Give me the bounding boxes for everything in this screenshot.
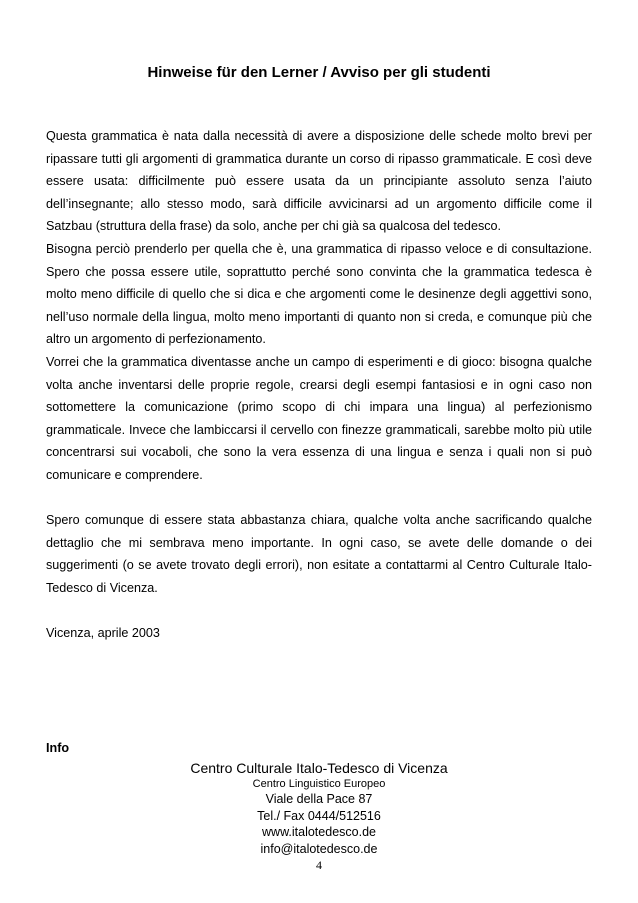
paragraph-experiments: Vorrei che la grammatica diventasse anche un campo di esperimenti e di gioco: bisogna qualche volta anche inventarsi delle proprie regole, crearsi degli esempi fantasiosi e in ogni caso non sottomettere la comunicazione (primo scopo di chi impara una lingua) al perfezionismo grammaticale. Invece che lambiccarsi il cervello con finezze grammaticali, sarebbe molto più utile concentrarsi sui vocaboli, che sono la vera essenza di una lingua e senza i quali non si può comunicare e comprendere. bbox=[46, 354, 592, 482]
paragraph-spacer bbox=[46, 599, 592, 622]
paragraph-spacer bbox=[46, 487, 592, 510]
paragraph-usage: Bisogna perciò prenderlo per quella che è, una grammatica di ripasso veloce e di consultazione. Spero che possa essere utile, soprattutto perché sono convinta che la grammatica tedesca è molto meno difficile di quello che si dica e che argomenti come le desinenze degli aggettivi sono, nell’uso normale della lingua, molto meno importanti di quanto non si creda, e comunque più che altro un argomento di perfezionamento. bbox=[46, 241, 592, 347]
page-number: 4 bbox=[316, 858, 322, 872]
page-title: Hinweise für den Lerner / Avviso per gli studenti bbox=[147, 64, 491, 81]
body-text bbox=[46, 125, 592, 645]
paragraph-contact: Spero comunque di essere stata abbastanza chiara, qualche volta anche sacrificando qualche dettaglio che mi sembrava meno importante. In ogni caso, se avete delle domande o dei suggerimenti (o se avete trovato degli errori), non esitate a contattarmi al Centro Culturale Italo-Tedesco di Vicenza. bbox=[46, 513, 592, 595]
organization-name: Centro Culturale Italo-Tedesco di Vicenza bbox=[190, 760, 448, 776]
place-date: Vicenza, aprile 2003 bbox=[46, 626, 160, 641]
email-link[interactable]: info@italotedesco.de bbox=[260, 841, 378, 856]
contact-address bbox=[0, 759, 638, 857]
street-address: Viale della Pace 87 bbox=[265, 792, 373, 806]
paragraph-purpose: Questa grammatica è nata dalla necessità di avere a disposizione delle schede molto brevi per ripassare tutti gli argomenti di grammatica durante un corso di ripasso grammaticale. E così deve essere usata: difficilmente può essere usata da un principiante assoluto senza l’aiuto dell’insegnante; allo stesso modo, sarà difficile avvicinarsi ad un argomento difficile come il Satzbau (struttura della frase) da solo, anche per chi già sa qualcosa del tedesco. bbox=[46, 129, 592, 234]
info-heading: Info bbox=[46, 741, 70, 755]
organization-subtitle: Centro Linguistico Europeo bbox=[252, 778, 386, 790]
phone-fax: Tel./ Fax 0444/512516 bbox=[257, 808, 381, 823]
website-link[interactable]: www.italotedesco.de bbox=[262, 825, 376, 839]
